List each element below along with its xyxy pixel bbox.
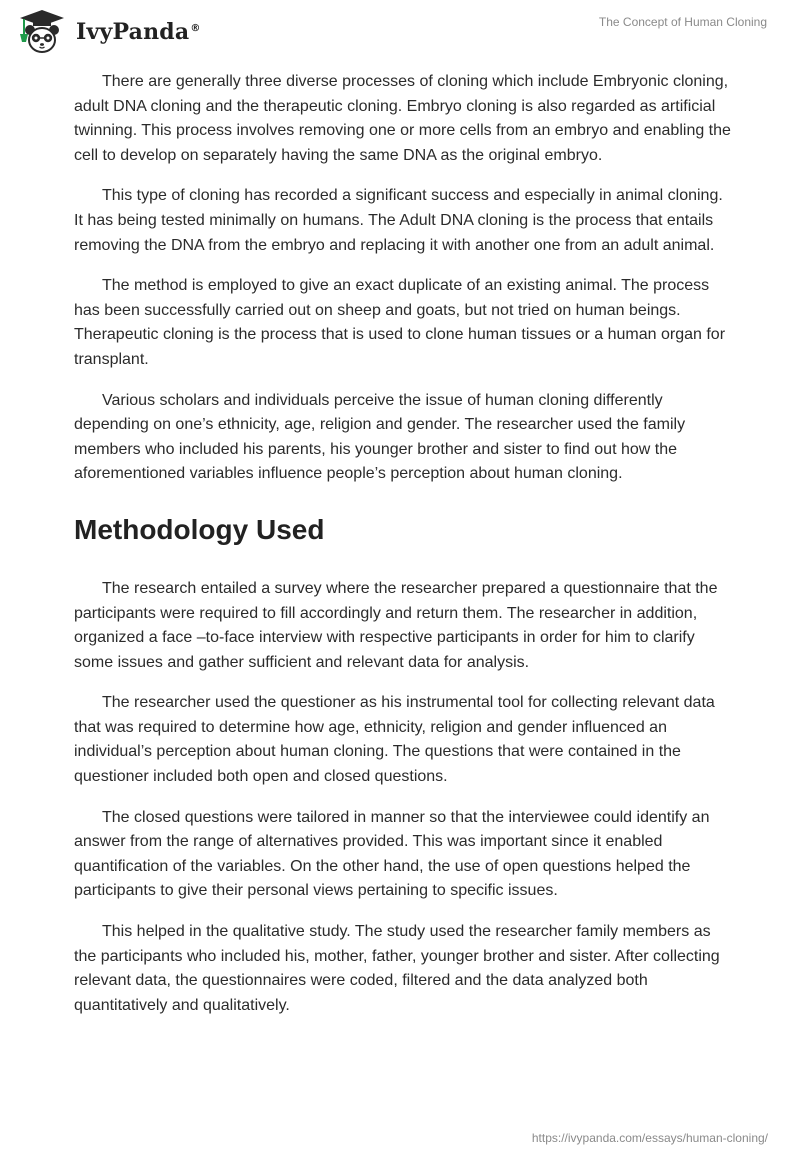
paragraph: The closed questions were tailored in manner so that the interviewee could identify an answer from the range of alternatives provided. This was important since it enabled quantification of the variables. On the other hand, the use of open questions helped the participants to give their personal views pertaining to specific issues. <box>74 808 710 900</box>
essay-body <box>74 70 734 1034</box>
source-url[interactable]: https://ivypanda.com/essays/human-cloning/ <box>531 1131 768 1145</box>
paragraph: This type of cloning has recorded a significant success and especially in animal cloning. It has being tested minimally on humans. The Adult DNA cloning is the process that entails removing the DNA from the embryo and replacing it with another one from an adult animal. <box>74 187 723 254</box>
paragraph: There are generally three diverse processes of cloning which include Embryonic cloning, adult DNA cloning and the therapeutic cloning. Embryo cloning is also regarded as artificial twinning. This process involves removing one or more cells from an embryo and enabling the cell to develop on separately having the same DNA as the original embryo. <box>74 73 731 164</box>
paragraph: Various scholars and individuals perceive the issue of human cloning differently depending on one’s ethnicity, age, religion and gender. The researcher used the family members who included his parents, his younger brother and sister to find out how the aforementioned variables influence people’s perception about human cloning. <box>74 391 686 483</box>
brand-logo[interactable] <box>14 8 201 56</box>
paragraph: The research entailed a survey where the researcher prepared a questionnaire that the participants were required to fill accordingly and return them. The researcher in addition, organized a face –to-face interview with respective participants in order for him to clarify some issues and gather sufficient and relevant data for analysis. <box>74 579 718 671</box>
section-heading: Methodology Used <box>74 513 325 545</box>
document-title: The Concept of Human Cloning <box>598 15 767 29</box>
paragraph: The method is employed to give an exact duplicate of an existing animal. The process has been successfully carried out on sheep and goats, but not tried on human beings. Therapeutic cloning is the process that is used to clone human tissues or a human organ for transplant. <box>74 277 726 368</box>
panda-graduate-icon <box>14 8 70 56</box>
paragraph: This helped in the qualitative study. The study used the researcher family members as the participants who included his, mother, father, younger brother and sister. After collecting relevant data, the questionnaires were coded, filtered and the data analyzed both quantitatively and qualitatively. <box>74 923 720 1014</box>
registered-mark: ® <box>190 22 201 34</box>
paragraph: The researcher used the questioner as his instrumental tool for collecting relevant data that was required to determine how age, ethnicity, religion and gender influenced an individual’s perception about human cloning. The questions that were contained in the questioner included both open and closed questions. <box>74 694 715 786</box>
page-header <box>0 0 800 60</box>
brand-name: IvyPanda® <box>76 19 201 45</box>
